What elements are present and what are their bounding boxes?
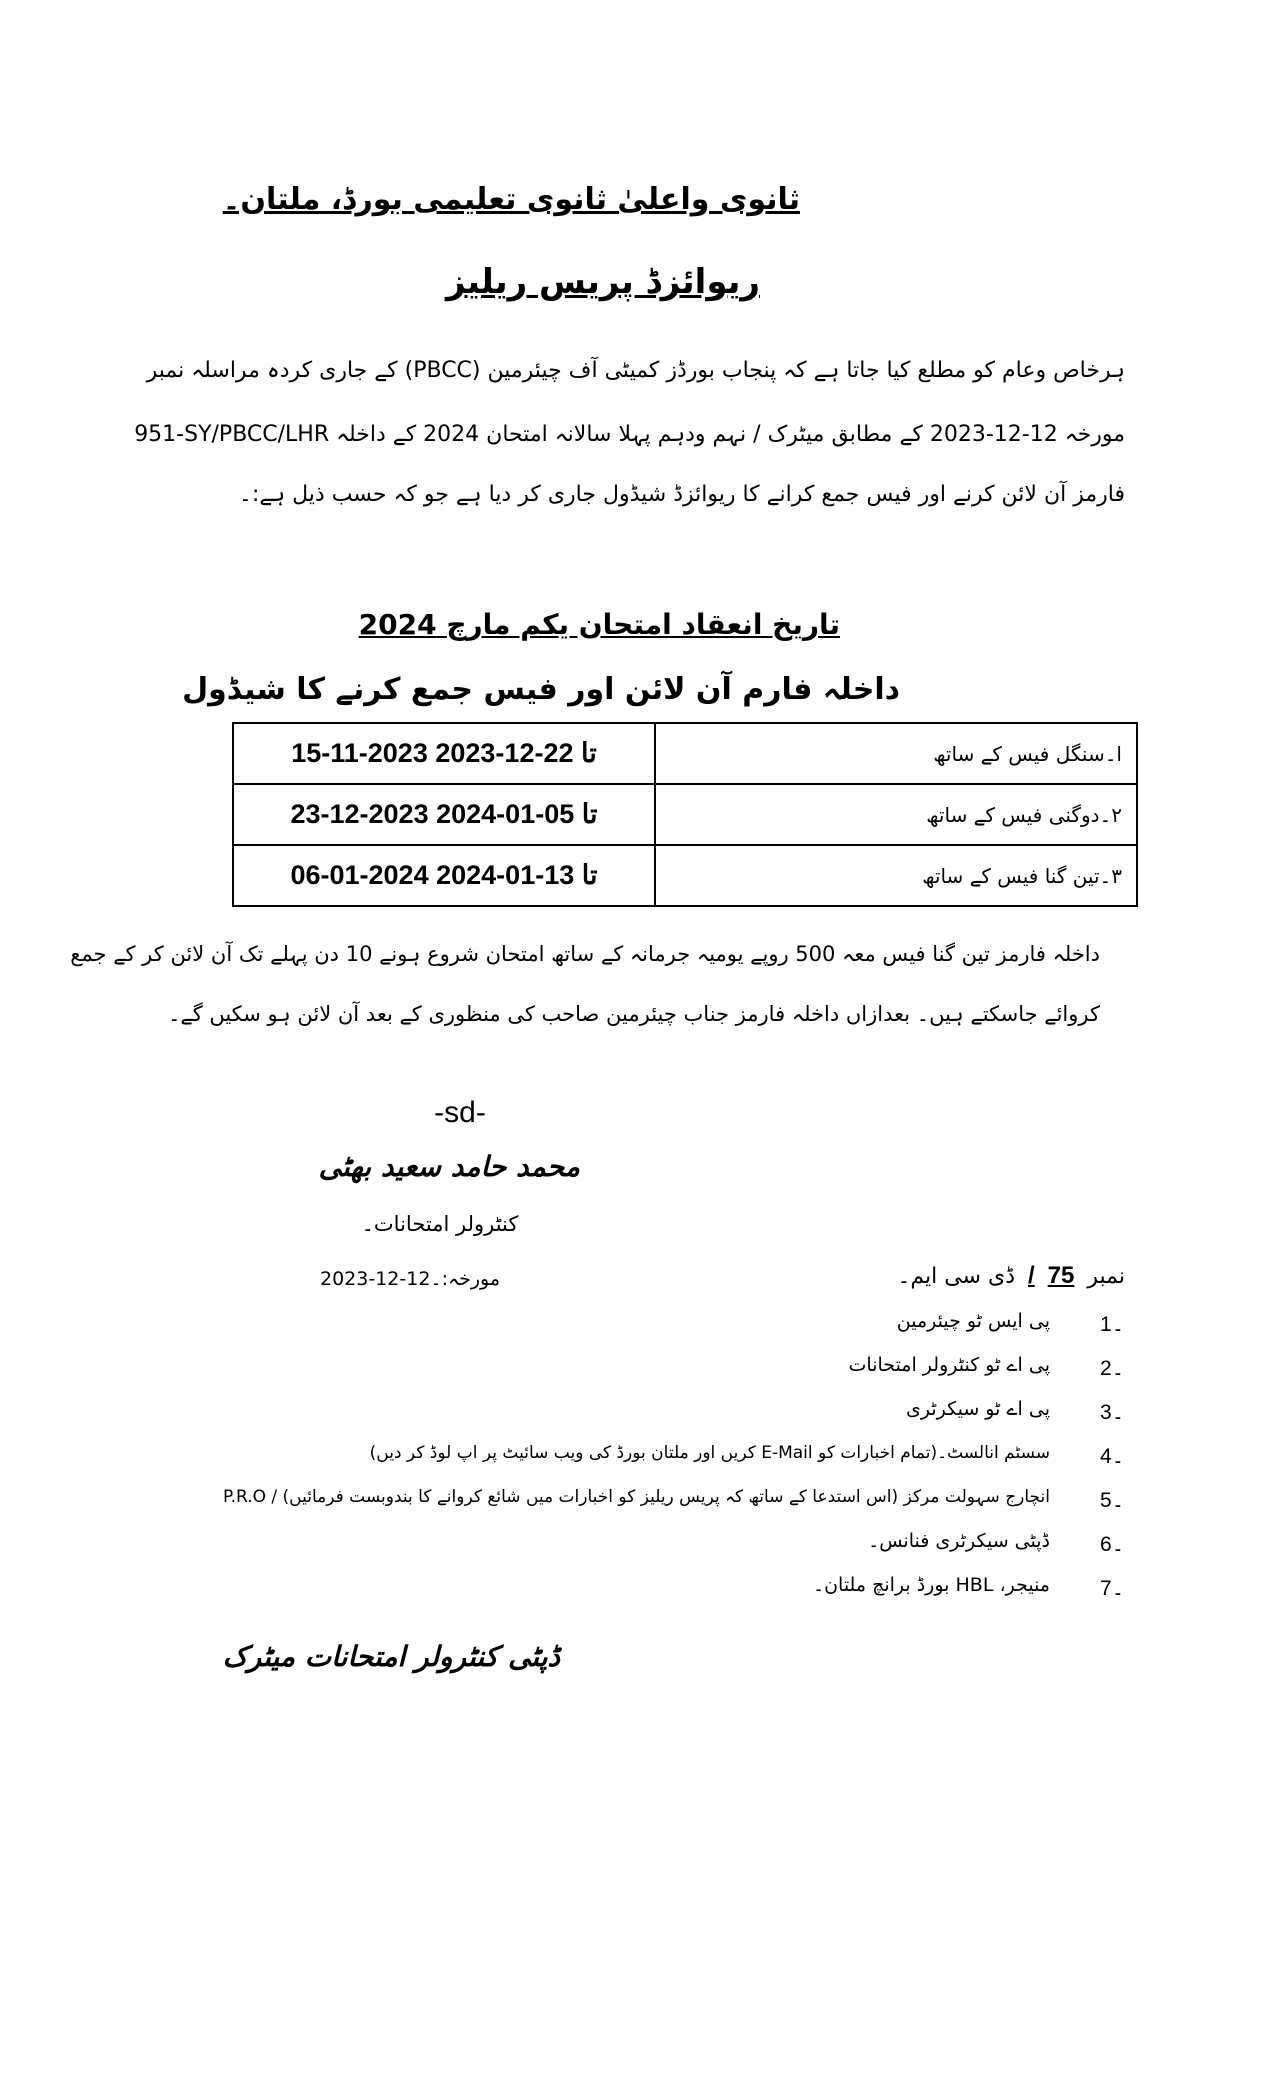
list-item: [180, 1308, 1140, 1348]
list-text: ڈپٹی سیکرٹری فنانس۔: [868, 1530, 1050, 1552]
table-row: [233, 784, 1137, 845]
list-number: 5۔: [1100, 1489, 1124, 1512]
exam-date-title: تاریخ انعقاد امتحان یکم مارچ 2024: [358, 608, 840, 641]
note-line-1: داخلہ فارمز تین گنا فیس معہ 500 روپے یومیہ جرمانہ کے ساتھ امتحان شروع ہونے 10 دن پہلے تک آن لائن کر کے جمع: [70, 942, 1100, 966]
number-suffix: ڈی سی ایم۔: [897, 1264, 1015, 1289]
intro-line-3: فارمز آن لائن کرنے اور فیس جمع کرانے کا ریوائزڈ شیڈول جاری کر دیا ہے جو کہ حسب ذیل ہے:۔: [239, 482, 1125, 507]
list-item: [180, 1396, 1140, 1436]
list-number: 3۔: [1100, 1401, 1124, 1424]
date-range: 15-11-2023 تا 22-12-2023: [233, 723, 655, 784]
letter-date: مورخہ:۔12-12-2023: [320, 1268, 501, 1290]
fee-type-label: ۳۔تین گنا فیس کے ساتھ: [655, 845, 1137, 906]
list-text: P.R.O / انچارج سہولت مرکز (اس استدعا کے ساتھ کہ پریس ریلیز کو اخبارات میں شائع کروانے کا بندوبست فرمائیں): [223, 1487, 1050, 1507]
list-number: 7۔: [1100, 1577, 1124, 1600]
release-title: ریوائزڈ پریس ریلیز: [445, 262, 760, 302]
date-range: 23-12-2023 تا 05-01-2024: [233, 784, 655, 845]
table-row: [233, 845, 1137, 906]
intro-line-1: ہرخاص وعام کو مطلع کیا جاتا ہے کہ پنجاب بورڈز کمیٹی آف چیئرمین (PBCC) کے جاری کردہ مراسلہ نمبر: [146, 358, 1125, 383]
list-text: پی اے ٹو سیکرٹری: [905, 1398, 1050, 1420]
list-item: [180, 1572, 1140, 1612]
deputy-controller-signature: ڈپٹی کنٹرولر امتحانات میٹرک: [222, 1640, 560, 1673]
note-line-2: کروائے جاسکتے ہیں۔ بعدازاں داخلہ فارمز جناب چیئرمین صاحب کی منظوری کے بعد آن لائن ہو سکیں گے۔: [168, 1002, 1100, 1026]
list-text: پی ایس ٹو چیئرمین: [896, 1310, 1050, 1332]
signatory-designation: کنٹرولر امتحانات۔: [361, 1212, 519, 1236]
intro-line-2: 951-SY/PBCC/LHR مورخہ 12-12-2023 کے مطابق میٹرک / نہم ودہم پہلا سالانہ امتحان 2024 کے داخلہ: [134, 422, 1125, 447]
list-text: پی اے ٹو کنٹرولر امتحانات: [848, 1354, 1050, 1376]
board-name: ثانوی واعلیٰ ثانوی تعلیمی بورڈ، ملتان۔: [222, 182, 800, 217]
list-text: سسٹم انالسٹ۔(تمام اخبارات کو E-Mail کریں اور ملتان بورڈ کی ویب سائیٹ پر اپ لوڈ کر دیں): [369, 1443, 1050, 1463]
list-item: [180, 1440, 1140, 1480]
list-number: 2۔: [1100, 1357, 1124, 1380]
number-label: نمبر: [1087, 1264, 1125, 1289]
signatory-name: محمد حامد سعید بھٹی: [318, 1150, 580, 1183]
schedule-title: داخلہ فارم آن لائن اور فیس جمع کرنے کا شیڈول: [182, 672, 900, 707]
list-number: 4۔: [1100, 1445, 1124, 1468]
table-row: [233, 723, 1137, 784]
sd-mark: -sd-: [434, 1096, 486, 1129]
reference-number: [897, 1262, 1125, 1290]
fee-type-label: ۲۔دوگنی فیس کے ساتھ: [655, 784, 1137, 845]
list-item: [180, 1528, 1140, 1568]
schedule-table: [232, 722, 1138, 907]
list-item: [180, 1352, 1140, 1392]
fee-type-label: ا۔سنگل فیس کے ساتھ: [655, 723, 1137, 784]
list-number: 6۔: [1100, 1533, 1124, 1556]
number-value: 75: [1047, 1262, 1075, 1289]
date-range: 06-01-2024 تا 13-01-2024: [233, 845, 655, 906]
list-text: منیجر، HBL بورڈ برانچ ملتان۔: [812, 1574, 1050, 1596]
list-number: 1۔: [1100, 1313, 1124, 1336]
list-item: [180, 1484, 1140, 1524]
number-slash: /: [1028, 1262, 1035, 1289]
